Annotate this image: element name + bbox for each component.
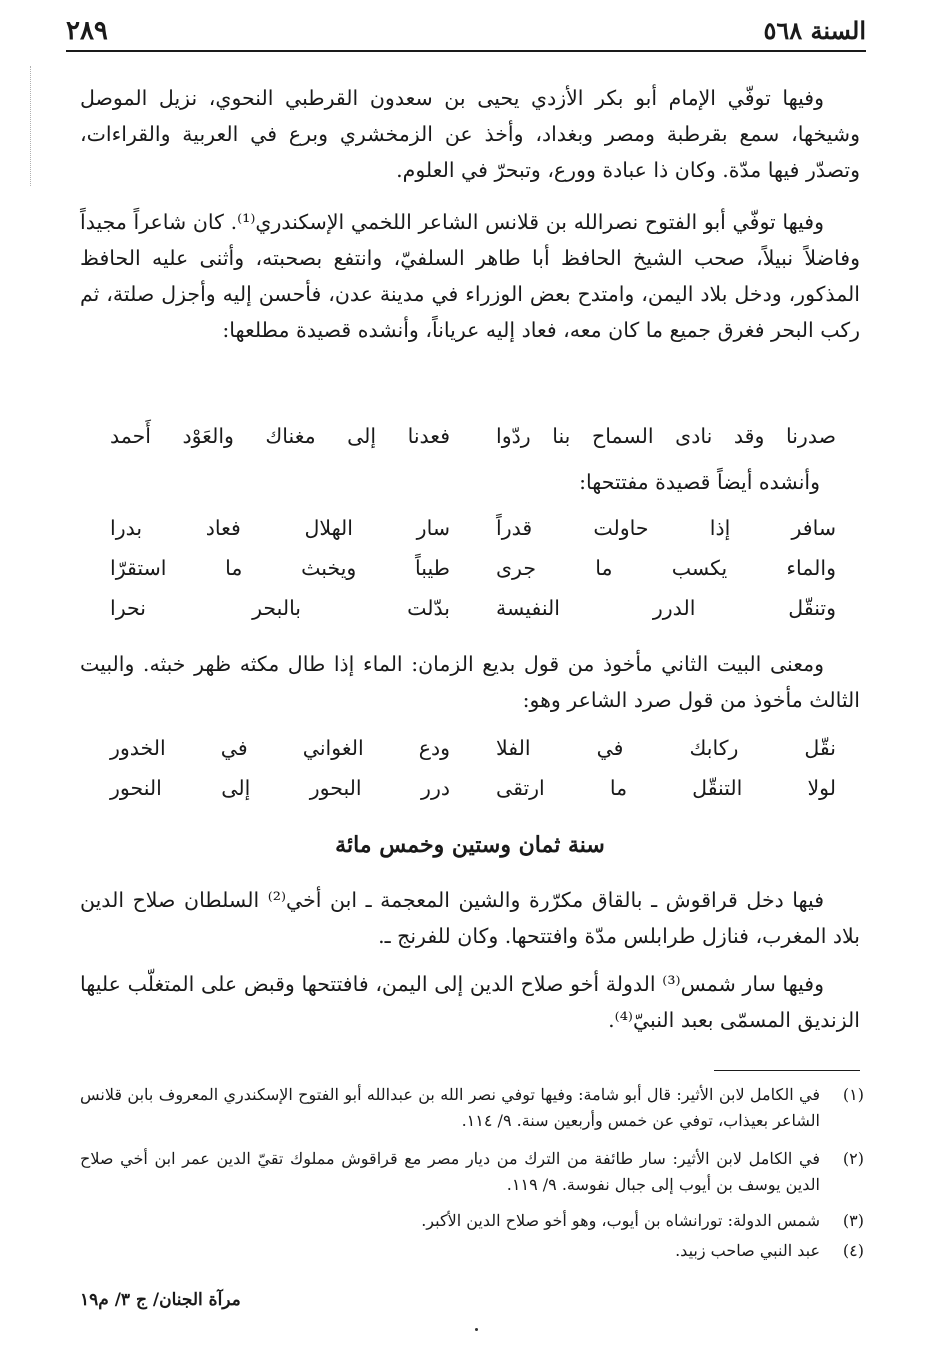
poem-verse — [110, 730, 836, 766]
poem-verse — [110, 510, 836, 546]
header-rule — [66, 50, 866, 52]
footnote-text: عبد النبي صاحب زبيد. — [675, 1241, 820, 1260]
footnote-text: في الكامل لابن الأثير: سار طائفة من الترك من ديار مصر مع قراقوش مملوك تقيّ الدين عمر ابن أخي صلاح الدين يوسف بن أيوب إلى جبال نفوسة. ٩/ ١١٩. — [80, 1149, 820, 1194]
footnote-text: شمس الدولة: تورانشاه بن أيوب، وهو أخو صلاح الدين الأكبر. — [421, 1211, 820, 1230]
verse-first-hemistich: لولا التنقّل ما ارتقى — [496, 776, 836, 800]
paragraph-qaraqush: فيها دخل قراقوش ـ بالقاق مكرّرة والشين المعجمة ـ ابن أخي⁽²⁾ السلطان صلاح الدين بلاد المغرب، فنازل طرابلس مدّة وافتتحها. وكان للفرنج ـ. — [80, 888, 860, 948]
page-speck — [475, 1328, 478, 1331]
verse-second-hemistich: طيباً ويخبث ما استقرّا — [110, 556, 450, 580]
paragraph-verse-explanation: ومعنى البيت الثاني مأخوذ من قول بديع الزمان: الماء إذا طال مكثه ظهر خبثه. والبيت الثالث مأخوذ من قول صرد الشاعر وهو: — [80, 652, 860, 712]
verse-second-hemistich: فعدنا إلى مغناك والعَوْد أَحمد — [110, 424, 450, 448]
verse-second-hemistich: بدّلت بالبحر نحرا — [110, 596, 450, 620]
footnote-text: في الكامل لابن الأثير: قال أبو شامة: وفيها توفي نصر الله بن عبدالله أبو الفتوح الإسكندري المعروف بابن قلانس الشاعر بعيذاب، توفي عن خمس وأربعين سنة. ٩/ ١١٤. — [80, 1085, 820, 1130]
running-title: السنة ٥٦٨ — [763, 16, 866, 45]
paragraph-yahya-ibn-saadun: وفيها توفّي الإمام أبو بكر الأزدي يحيى بن سعدون القرطبي النحوي، نزيل الموصل وشيخها، سمع بقرطبة ومصر وبغداد، وأخذ عن الزمخشري وبرع في العربية والقراءات، وتصدّر فيها مدّة. وكان ذا عبادة وورع، وتبحرّ في العلوم. — [80, 86, 860, 182]
footnote-number: (٤) — [842, 1241, 864, 1260]
footnote-number: (٢) — [842, 1149, 864, 1168]
poem-verse — [110, 550, 836, 586]
footnote-number: (١) — [842, 1085, 864, 1104]
page-header — [66, 10, 866, 50]
footnote — [80, 1238, 864, 1264]
footnote — [80, 1146, 864, 1198]
poem-verse — [110, 590, 836, 626]
section-heading: سنة ثمان وستين وخمس مائة — [335, 832, 605, 858]
page-number: ٢٨٩ — [66, 16, 108, 46]
verse-second-hemistich: سار الهلال فعاد بدرا — [110, 516, 450, 540]
verse-second-hemistich: ودع الغواني في الخدور — [110, 736, 450, 760]
paragraph-ibn-qalanis: وفيها توفّي أبو الفتوح نصرالله بن قلانس الشاعر اللخمي الإسكندري⁽¹⁾. كان شاعراً مجيداً وفاضلاً نبيلاً، صحب الشيخ الحافظ أبا طاهر السلفيّ، وانتفع بصحبته، وأثنى عليه الحافظ المذكور، ودخل بلاد اليمن، وامتدح بعض الوزراء في مدينة عدن، فأحسن إليه وأجزل صلتة، ثم ركب البحر فغرق جميع ما كان معه، فعاد إليه عرياناً، وأنشده قصيدة مطلعها: — [80, 210, 860, 342]
verse-first-hemistich: صدرنا وقد نادى السماح بنا ردّوا — [496, 424, 836, 448]
footnote — [80, 1208, 864, 1234]
verse-first-hemistich: والماء يكسب ما جرى — [496, 556, 836, 580]
footnote-rule — [714, 1070, 860, 1071]
verse-first-hemistich: سافر إذا حاولت قدراً — [496, 516, 836, 540]
verse-first-hemistich: نقّل ركابك في الفلا — [496, 736, 836, 760]
poem-verse — [110, 418, 836, 454]
verse-first-hemistich: وتنقّل الدرر النفيسة — [496, 596, 836, 620]
paragraph-second-poem-intro: وأنشده أيضاً قصيدة مفتتحها: — [579, 470, 820, 494]
paragraph-shams-al-dawla: وفيها سار شمس⁽³⁾ الدولة أخو صلاح الدين إلى اليمن، فافتتحها وقبض على المتغلّب عليها الزنديق المسمّى بعبد النبيّ⁽⁴⁾. — [80, 972, 860, 1032]
footnote-number: (٣) — [842, 1211, 864, 1230]
verse-second-hemistich: درر البحور إلى النحور — [110, 776, 450, 800]
poem-verse — [110, 770, 836, 806]
footnote — [80, 1082, 864, 1134]
margin-dots — [30, 66, 33, 186]
book-signature: مرآة الجنان/ ج ٣/ م١٩ — [80, 1290, 241, 1310]
